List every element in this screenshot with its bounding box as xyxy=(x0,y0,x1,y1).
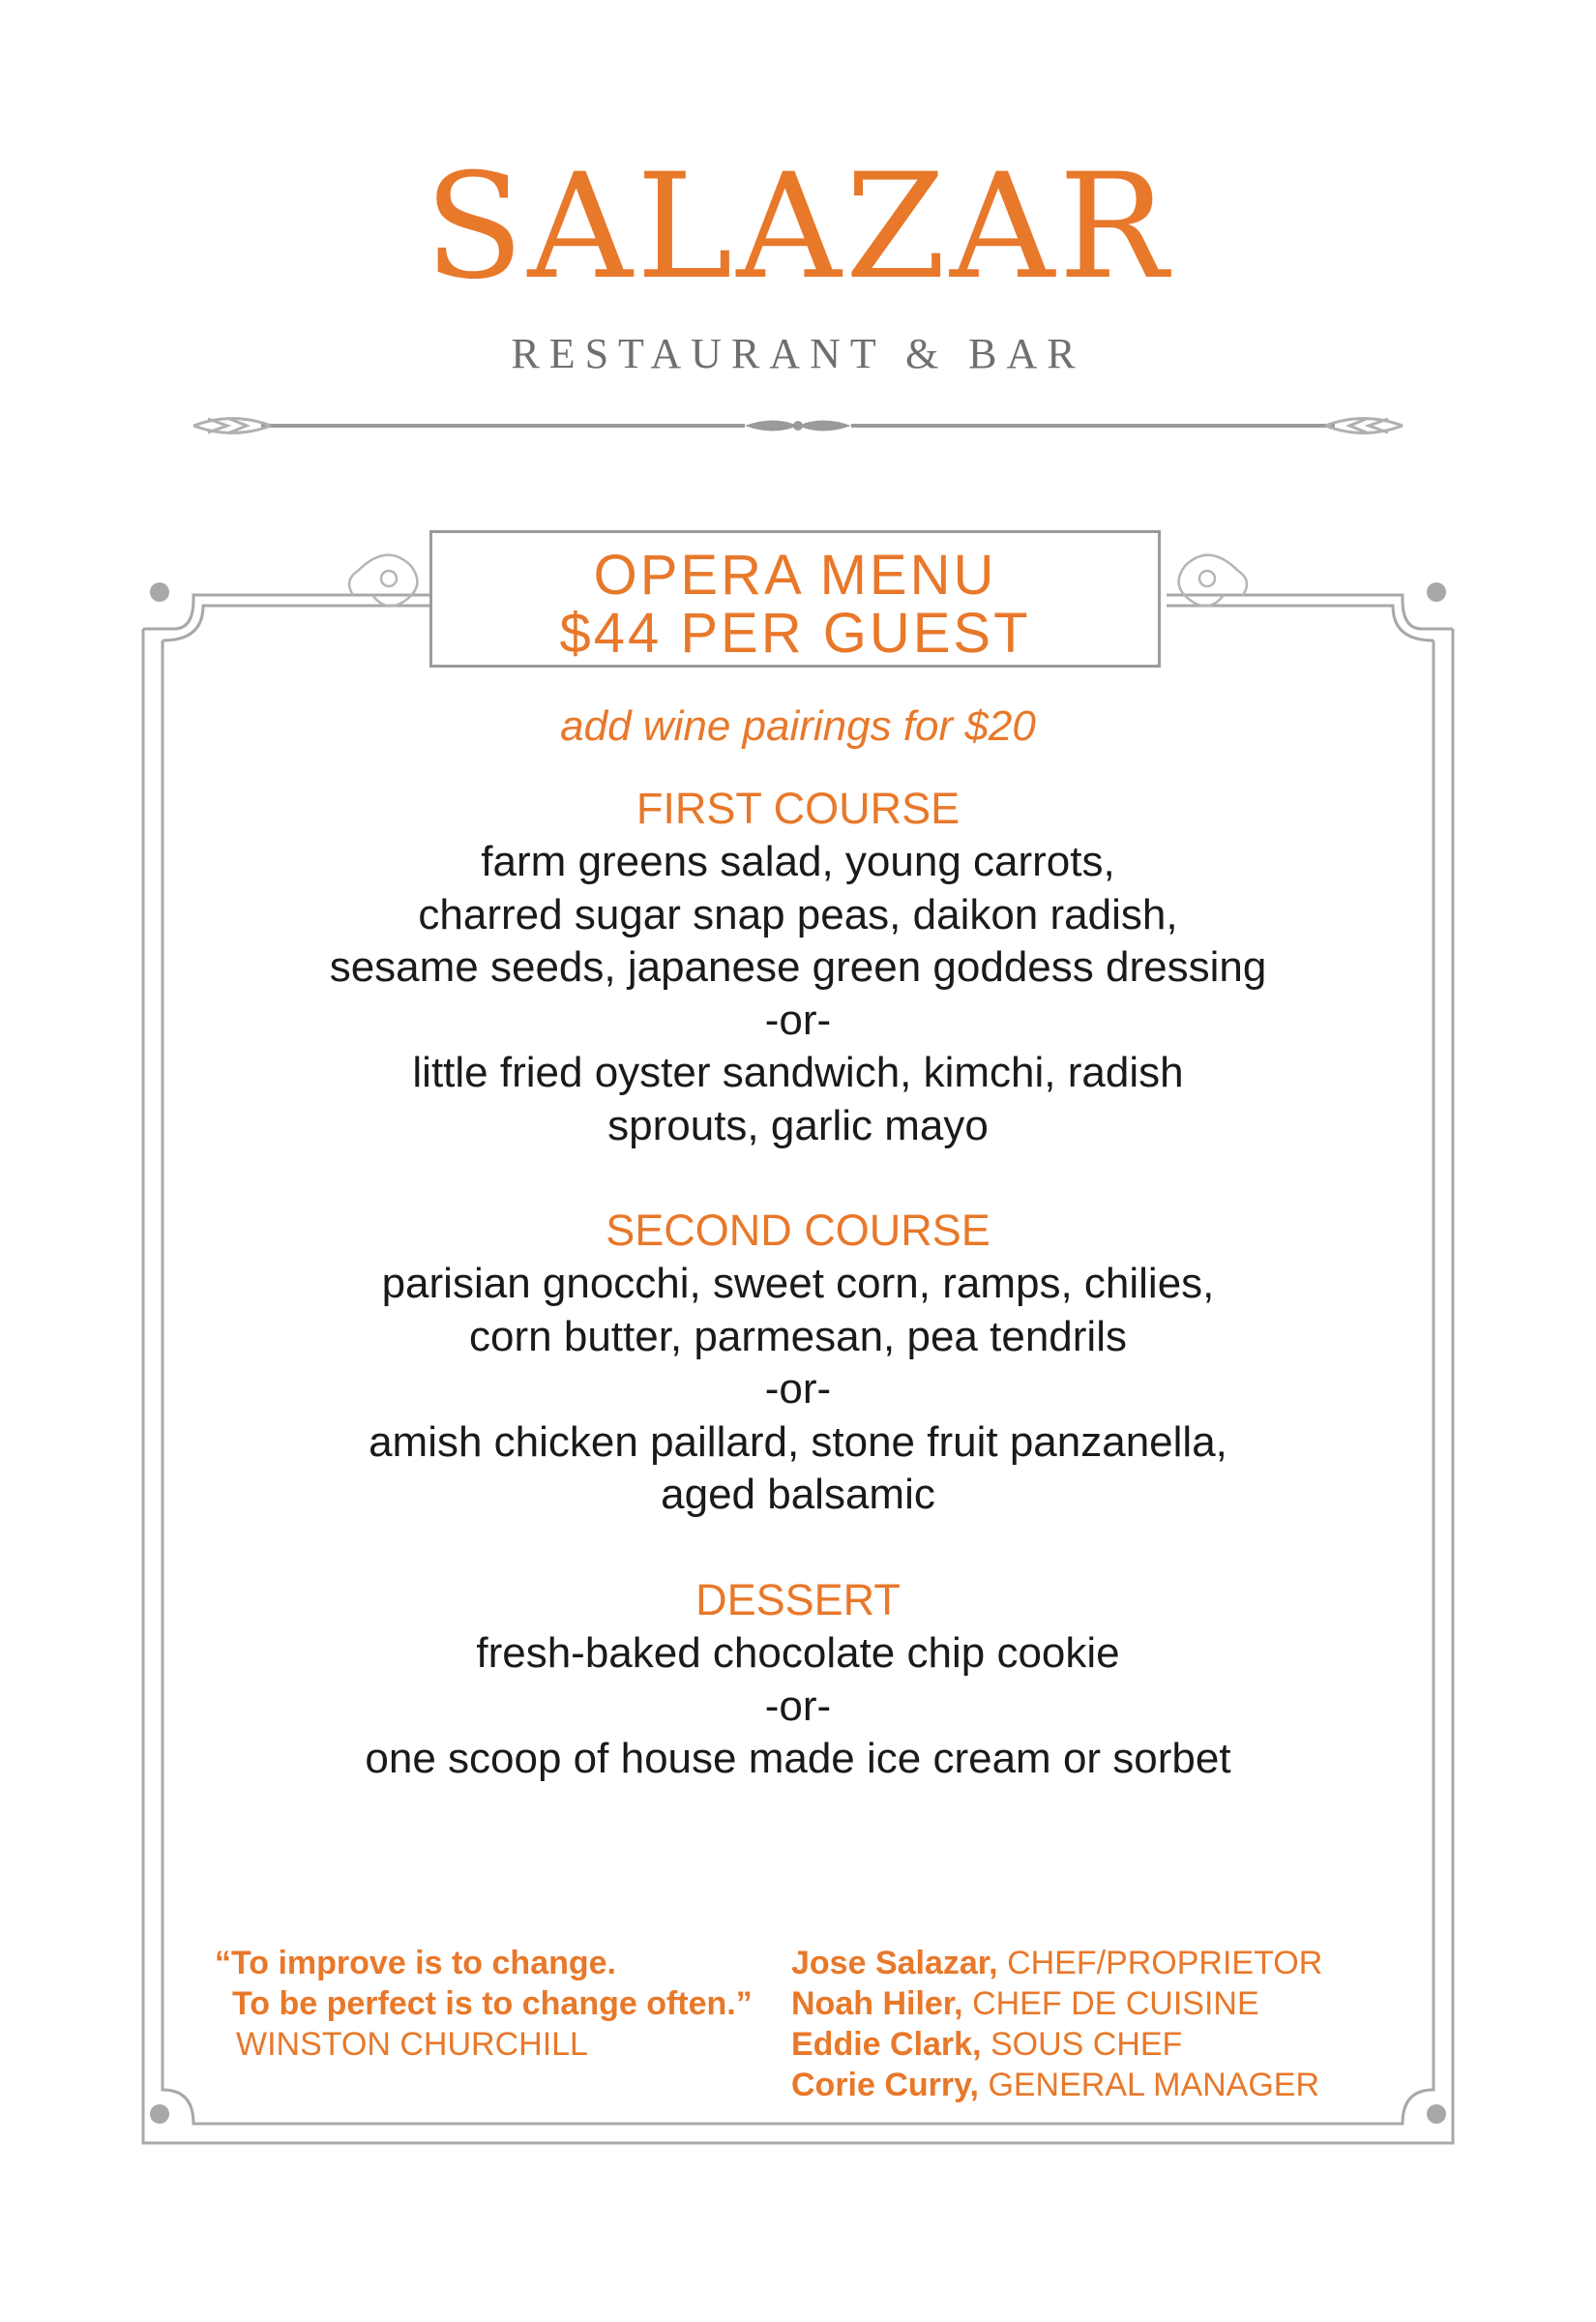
staff-name: Eddie Clark, xyxy=(791,2026,982,2063)
or-separator: -or- xyxy=(764,1365,832,1413)
staff-entry xyxy=(791,1943,1322,1983)
menu-line: corn butter, parmesan, pea tendrils xyxy=(469,1312,1127,1360)
staff-name: Noah Hiler, xyxy=(791,1985,963,2022)
staff-entry xyxy=(791,1983,1322,2024)
menu-title-box xyxy=(429,530,1161,668)
first-course-section xyxy=(232,782,1364,1152)
restaurant-tagline: RESTAURANT & BAR xyxy=(511,330,1085,377)
second-course-section xyxy=(232,1204,1364,1522)
staff-role: SOUS CHEF xyxy=(990,2026,1183,2063)
menu-line: charred sugar snap peas, daikon radish, xyxy=(418,890,1178,938)
menu-title: OPERA MENU xyxy=(593,544,997,607)
quote-line: “To improve is to change. xyxy=(215,1945,616,1981)
ornamental-divider xyxy=(184,402,1412,450)
restaurant-logo: SALAZAR xyxy=(424,143,1172,312)
menu-line: little fried oyster sandwich, kimchi, radish xyxy=(412,1049,1184,1096)
quote-author: WINSTON CHURCHILL xyxy=(236,2026,588,2063)
menu-line: parisian gnocchi, sweet corn, ramps, chilies, xyxy=(381,1260,1215,1307)
staff-name: Jose Salazar, xyxy=(791,1945,998,1981)
or-separator: -or- xyxy=(764,996,832,1044)
menu-line: sesame seeds, japanese green goddess dressing xyxy=(329,943,1267,991)
staff-role: GENERAL MANAGER xyxy=(988,2067,1320,2103)
course-heading: DESSERT xyxy=(695,1575,901,1624)
course-heading: FIRST COURSE xyxy=(635,784,961,833)
staff-role: CHEF DE CUISINE xyxy=(972,1985,1259,2022)
or-separator: -or- xyxy=(764,1682,832,1730)
staff-entry xyxy=(791,2065,1322,2105)
menu-line: one scoop of house made ice cream or sorbet xyxy=(365,1735,1231,1782)
dessert-section xyxy=(232,1573,1364,1786)
staff-entry xyxy=(791,2024,1322,2065)
menu-line: aged balsamic xyxy=(661,1471,935,1518)
menu-line: fresh-baked chocolate chip cookie xyxy=(476,1629,1120,1677)
menu-line: amish chicken paillard, stone fruit panzanella, xyxy=(369,1417,1227,1466)
menu-line: farm greens salad, young carrots, xyxy=(481,838,1115,885)
staff-role: CHEF/PROPRIETOR xyxy=(1007,1945,1323,1981)
staff-list xyxy=(791,1943,1322,2105)
menu-line: sprouts, garlic mayo xyxy=(607,1101,989,1149)
staff-name: Corie Curry, xyxy=(791,2067,979,2103)
churchill-quote xyxy=(215,1943,753,2065)
quote-line: To be perfect is to change often.” xyxy=(232,1985,753,2022)
menu-price: $44 PER GUEST xyxy=(559,602,1031,665)
course-heading: SECOND COURSE xyxy=(606,1206,990,1255)
wine-pairing-note: add wine pairings for $20 xyxy=(560,702,1036,750)
